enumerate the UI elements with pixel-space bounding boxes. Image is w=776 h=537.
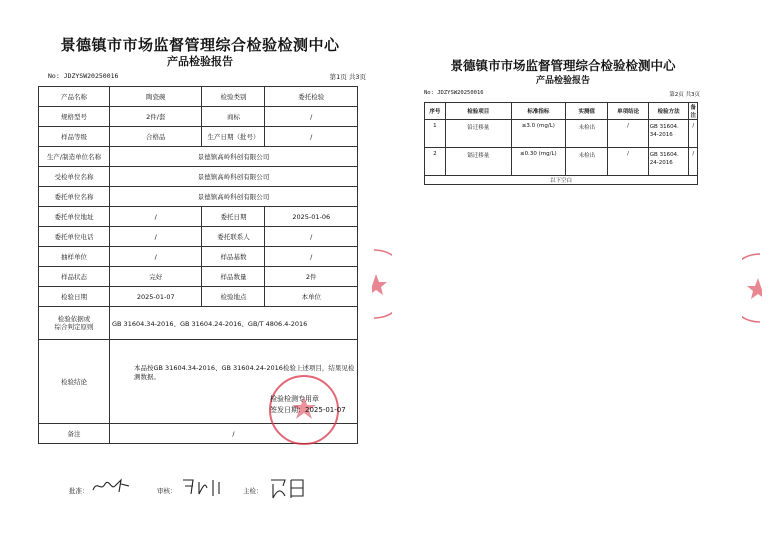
table-row xyxy=(39,207,358,227)
label-cell: 委托联系人 xyxy=(202,227,265,247)
approve-label: 批准： xyxy=(69,487,89,495)
value-cell: / xyxy=(265,127,358,147)
label-cell: 检验地点 xyxy=(202,287,265,307)
conclusion-text: 本品按GB 31604.34-2016、GB 31604.24-2016检验上述项目，结果见检测数据。 xyxy=(134,364,355,381)
header-cell: 序号 xyxy=(425,103,446,120)
value-cell: / xyxy=(110,247,202,267)
table-row xyxy=(39,127,358,147)
label-cell: 检验类别 xyxy=(202,87,265,107)
page-subtitle: 产品检验报告 xyxy=(167,55,233,68)
label-cell: 样品基数 xyxy=(202,247,265,267)
header-cell: 单项结论 xyxy=(608,103,648,120)
table-footer-row xyxy=(425,176,698,185)
value-cell: 陶瓷碗 xyxy=(110,87,202,107)
header-cell: 检验方法 xyxy=(648,103,689,120)
value-cell: / xyxy=(110,424,358,444)
cell: 镉迁移量 xyxy=(445,148,511,176)
table-row xyxy=(39,307,358,340)
value-cell: GB 31604.34-2016、GB 31604.24-2016、GB/T 4806.4-2016 xyxy=(110,307,358,340)
page-info: 第1页 共3页 xyxy=(329,73,366,81)
label-cell: 委托单位地址 xyxy=(39,207,110,227)
label-cell: 抽样单位 xyxy=(39,247,110,267)
table-header-row xyxy=(425,103,698,120)
label-cell: 规格型号 xyxy=(39,107,110,127)
table-row xyxy=(39,187,358,207)
approve-signature xyxy=(91,476,131,496)
stamp-label: 检验检测专用章 xyxy=(270,395,319,403)
label-cell: 样品等级 xyxy=(39,127,110,147)
report-meta xyxy=(424,90,704,96)
results-table xyxy=(424,102,698,185)
review-signature xyxy=(181,476,225,498)
value-cell: / xyxy=(265,107,358,127)
cell: 2 xyxy=(425,148,446,176)
label-cell: 检验依据或 综合判定原则 xyxy=(39,307,110,340)
table-row xyxy=(39,247,358,267)
value-cell: / xyxy=(265,227,358,247)
cell: ≤0.30 (mg/L) xyxy=(511,148,565,176)
table-row xyxy=(39,147,358,167)
value-cell: 委托检验 xyxy=(265,87,358,107)
label-cell: 样品数量 xyxy=(202,267,265,287)
value-cell: 合格品 xyxy=(110,127,202,147)
label-cell: 产品名称 xyxy=(39,87,110,107)
table-row xyxy=(39,267,358,287)
table-row xyxy=(39,287,358,307)
label-cell: 商标 xyxy=(202,107,265,127)
value-cell: 景德镇高岭科创有限公司 xyxy=(110,147,358,167)
value-cell: 2025-01-06 xyxy=(265,207,358,227)
review-label: 审核： xyxy=(157,487,177,495)
page-info: 第2页 共3页 xyxy=(669,92,700,98)
report-meta xyxy=(48,72,370,80)
main-label: 主检： xyxy=(243,487,263,495)
cell: / xyxy=(689,120,698,148)
report-number: No: JDZYSW20250016 xyxy=(48,72,119,80)
label-cell: 委托单位电话 xyxy=(39,227,110,247)
cell: 铅迁移量 xyxy=(445,120,511,148)
table-row xyxy=(425,148,698,176)
value-cell: / xyxy=(110,207,202,227)
label-cell: 生产日期（批号） xyxy=(202,127,265,147)
edge-seal-right xyxy=(742,250,762,326)
report-page-1 xyxy=(30,0,370,537)
label-cell: 检验结论 xyxy=(39,340,110,424)
label-cell: 委托日期 xyxy=(202,207,265,227)
value-cell: / xyxy=(110,227,202,247)
value-cell: 2025-01-07 xyxy=(110,287,202,307)
issue-date: 签发日期：2025-01-07 xyxy=(270,406,346,414)
value-cell: 2件 xyxy=(265,267,358,287)
footer-cell: 以下空白 xyxy=(425,176,698,185)
label-cell: 样品状态 xyxy=(39,267,110,287)
cell: ≤3.0 (mg/L) xyxy=(511,120,565,148)
table-row xyxy=(425,120,698,148)
cell: / xyxy=(608,120,648,148)
table-row xyxy=(39,107,358,127)
header-cell: 实测值 xyxy=(566,103,608,120)
value-cell: / xyxy=(265,247,358,267)
value-cell: 完好 xyxy=(110,267,202,287)
cell: 1 xyxy=(425,120,446,148)
stamp-caption xyxy=(270,394,346,416)
cell: GB 31604. 24-2016 xyxy=(648,148,689,176)
page-subtitle: 产品检验报告 xyxy=(535,76,590,86)
cell: 未检出 xyxy=(566,120,608,148)
header-cell: 备注 xyxy=(689,103,698,120)
report-page-2 xyxy=(418,0,708,537)
cell: GB 31604. 34-2016 xyxy=(648,120,689,148)
page-title: 景德镇市市场监督管理综合检验检测中心 xyxy=(60,36,340,54)
header-cell: 检验项目 xyxy=(445,103,511,120)
label-cell: 受检单位名称 xyxy=(39,167,110,187)
label-cell: 备注 xyxy=(39,424,110,444)
cell: / xyxy=(608,148,648,176)
value-cell: 本单位 xyxy=(265,287,358,307)
cell: 未检出 xyxy=(566,148,608,176)
edge-seal-left xyxy=(372,246,392,322)
value-cell: 景德镇高岭科创有限公司 xyxy=(110,187,358,207)
table-row xyxy=(39,87,358,107)
table-row xyxy=(39,227,358,247)
report-number: No: JDZYSW20250016 xyxy=(424,90,484,96)
table-row xyxy=(39,167,358,187)
label-cell: 检验日期 xyxy=(39,287,110,307)
label-cell: 生产/制造单位名称 xyxy=(39,147,110,167)
value-cell: 2件/套 xyxy=(110,107,202,127)
header-cell: 标准指标 xyxy=(511,103,565,120)
cell: / xyxy=(689,148,698,176)
label-cell: 委托单位名称 xyxy=(39,187,110,207)
page-title: 景德镇市市场监督管理综合检验检测中心 xyxy=(450,58,676,73)
main-signature xyxy=(267,476,311,502)
value-cell: 景德镇高岭科创有限公司 xyxy=(110,167,358,187)
